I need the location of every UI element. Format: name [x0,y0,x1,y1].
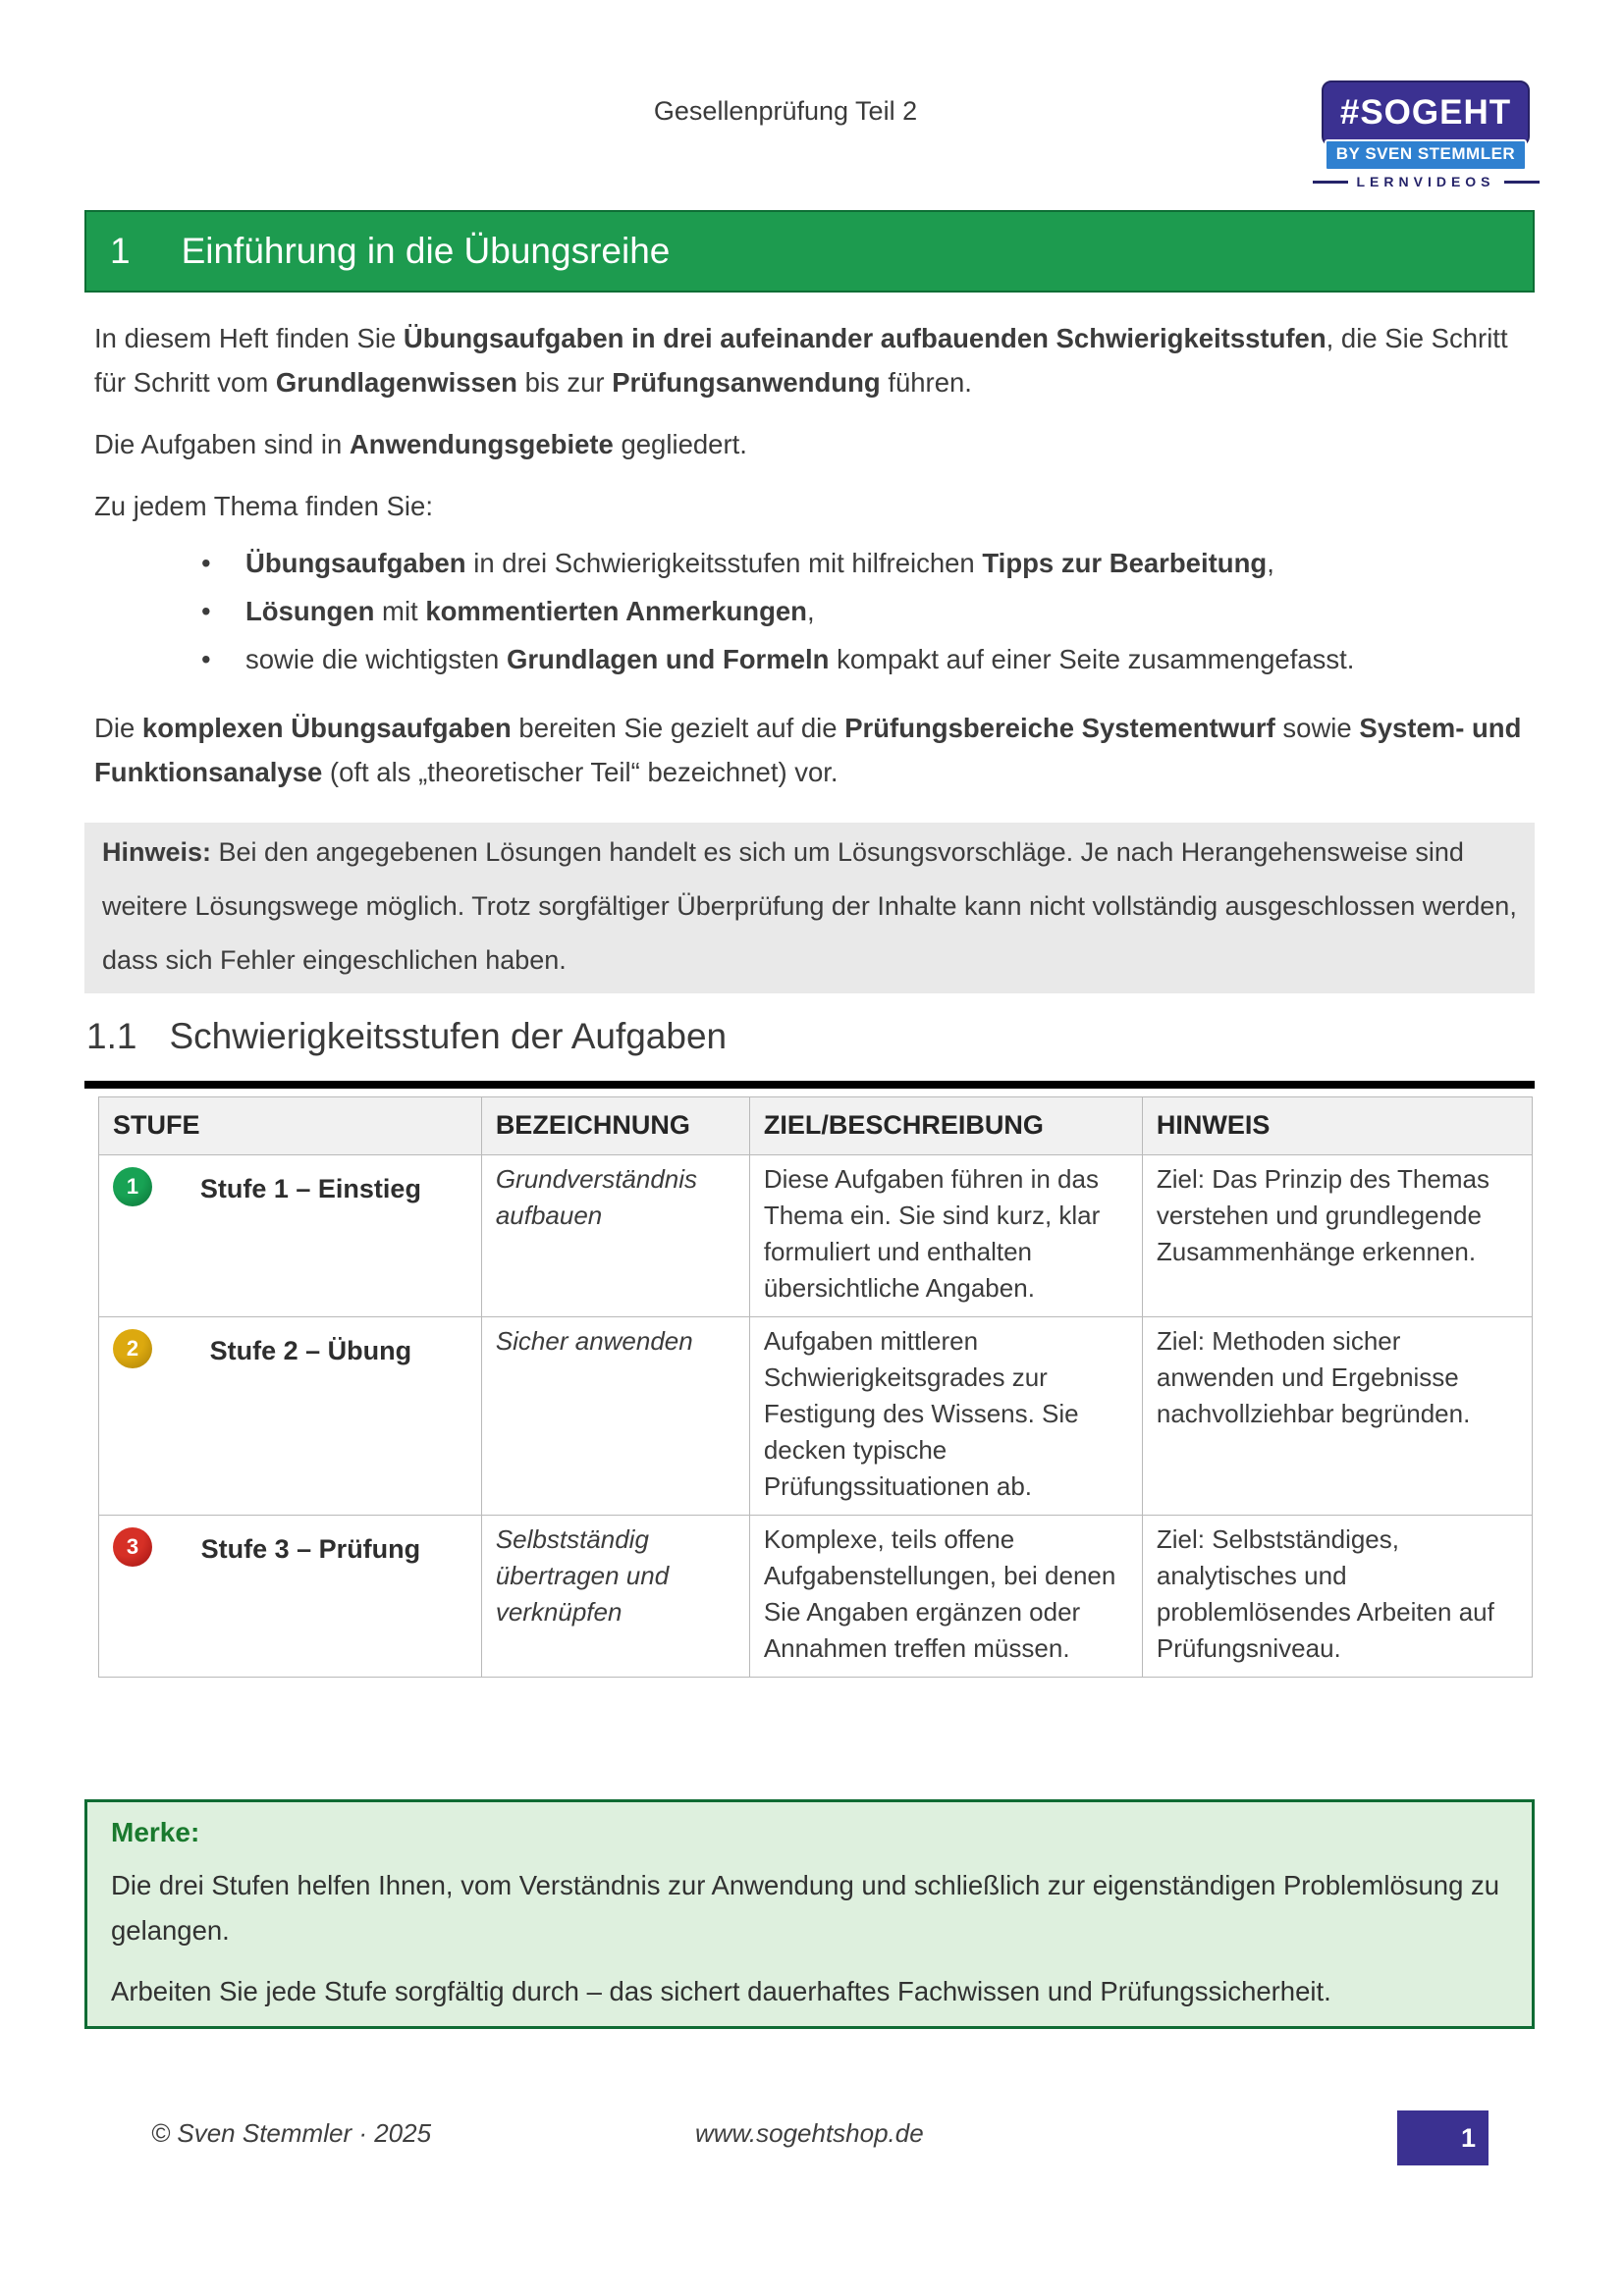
column-header-bezeichnung: BEZEICHNUNG [481,1097,749,1155]
bullet-item-grundlagen [201,637,1528,681]
paragraph-thema: Zu jedem Thema finden Sie: [94,491,433,521]
table-header-row [99,1097,1533,1155]
logo-dash-right [1504,181,1540,184]
logo-dash-left [1313,181,1348,184]
logo-wordmark: #SOGEHT [1322,80,1530,146]
paragraph-komplexe-aufgaben: Die komplexen Übungsaufgaben bereiten Sie gezielt auf die Prüfungsbereiche Systementwurf sowie System- und Funktionsanalyse (oft als „theoretischer Teil“ bezeichnet) vor. [94,713,1522,787]
page-header-title: Gesellenprüfung Teil 2 [653,96,918,126]
paragraph-gliederung: Die Aufgaben sind in Anwendungsgebiete gegliedert. [94,429,747,459]
column-header-hinweis: HINWEIS [1142,1097,1532,1155]
logo-lernvideos-label: LERNVIDEOS [1356,174,1495,189]
difficulty-table [98,1096,1533,1678]
bullet-item-uebungsaufgaben [201,541,1528,585]
subsection-title: Schwierigkeitsstufen der Aufgaben [169,1016,728,1056]
hinweis-cell: Ziel: Das Prinzip des Themas verstehen und grundlegende Zusammenhänge erkennen. [1142,1155,1532,1317]
column-header-ziel: ZIEL/BESCHREIBUNG [749,1097,1142,1155]
hinweis-note-box: Hinweis: Bei den angegebenen Lösungen handelt es sich um Lösungsvorschläge. Je nach Herangehensweise sind weitere Lösungswege möglich. Trotz sorgfältiger Überprüfung der Inhalte kann nicht vollständig ausgeschlossen werden, dass sich Fehler eingeschlichen haben. [84,823,1535,993]
topic-bullet-list [201,541,1528,681]
heading-rule [84,1081,1535,1089]
section-1-number: 1 [110,231,131,271]
ziel-cell: Aufgaben mittleren Schwierigkeitsgrades zur Festigung des Wissens. Sie decken typische Prüfungssituationen ab. [749,1317,1142,1516]
stufe-cell [113,1522,469,1568]
section-1-heading-bar [84,210,1535,293]
ziel-cell: Diese Aufgaben führen in das Thema ein. Sie sind kurz, klar formuliert und enthalten übersichtliche Angaben. [749,1155,1142,1317]
logo-lernvideos-line [1313,174,1540,189]
stufe-label: Stufe 1 – Einstieg [199,1174,421,1203]
table-row-stufe-3 [99,1516,1533,1678]
stufe-label: Stufe 3 – Prüfung [200,1534,421,1564]
bullet-text: Übungsaufgaben in drei Schwierigkeitsstufen mit hilfreichen Tipps zur Bearbeitung, [245,548,1274,578]
bullet-text: Lösungen mit kommentierten Anmerkungen, [245,596,815,626]
bullet-icon: • [201,548,211,578]
bezeichnung-cell: Grundverständnis aufbauen [481,1155,749,1317]
table-row-stufe-1 [99,1155,1533,1317]
stufe-3-badge: 3 [113,1527,152,1567]
stufe-label: Stufe 2 – Übung [209,1336,412,1365]
sogeht-logo [1322,80,1530,189]
stufe-cell [113,1323,469,1369]
stufe-1-badge: 1 [113,1167,152,1206]
logo-byline-badge: BY SVEN STEMMLER [1325,139,1527,171]
merke-paragraph-1: Die drei Stufen helfen Ihnen, vom Verständnis zur Anwendung und schließlich zur eigenständigen Problemlösung zu gelangen. [111,1870,1500,1946]
page-footer [84,2109,1535,2169]
hinweis-cell: Ziel: Methoden sicher anwenden und Ergebnisse nachvollziehbar begründen. [1142,1317,1532,1516]
table-row-stufe-2 [99,1317,1533,1516]
column-header-stufe: STUFE [99,1097,482,1155]
stufe-2-badge: 2 [113,1329,152,1368]
footer-copyright: © Sven Stemmler · 2025 [151,2118,432,2148]
hinweis-cell: Ziel: Selbstständiges, analytisches und problemlösendes Arbeiten auf Prüfungsniveau. [1142,1516,1532,1678]
bullet-item-loesungen [201,589,1528,633]
merke-note-box [84,1799,1535,2029]
paragraph-heft: In diesem Heft finden Sie Übungsaufgaben in drei aufeinander aufbauenden Schwierigkeitsstufen, die Sie Schritt für Schritt vom Grundlagenwissen bis zur Prüfungsanwendung führen. [94,323,1508,398]
merke-title: Merke: [111,1817,200,1847]
ziel-cell: Komplexe, teils offene Aufgabenstellungen, bei denen Sie Angaben ergänzen oder Annahmen treffen müssen. [749,1516,1142,1678]
merke-paragraph-2: Arbeiten Sie jede Stufe sorgfältig durch – das sichert dauerhaftes Fachwissen und Prüfungssicherheit. [111,1976,1331,2006]
bullet-icon: • [201,644,211,674]
bezeichnung-cell: Sicher anwenden [481,1317,749,1516]
section-1-title: Einführung in die Übungsreihe [181,231,671,271]
intro-text-block [94,316,1528,794]
bezeichnung-cell: Selbstständig übertragen und verknüpfen [481,1516,749,1678]
subsection-1-1-heading [86,1016,1530,1057]
footer-website: www.sogehtshop.de [695,2118,924,2148]
bullet-text: sowie die wichtigsten Grundlagen und Formeln kompakt auf einer Seite zusammengefasst. [245,644,1355,674]
bullet-icon: • [201,596,211,626]
subsection-number: 1.1 [86,1016,137,1056]
stufe-cell [113,1161,469,1207]
page-number-badge: 1 [1397,2110,1489,2165]
